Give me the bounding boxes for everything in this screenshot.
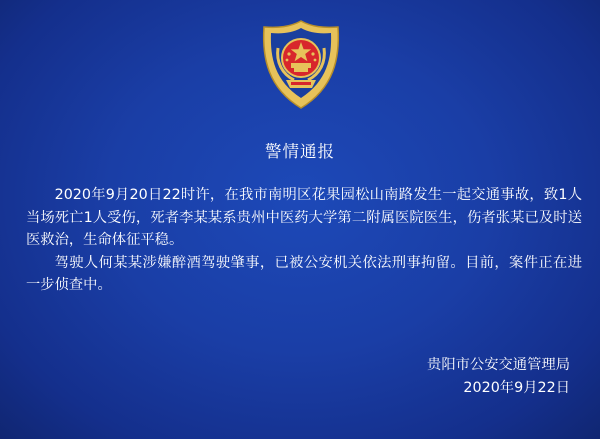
notice-title: 警情通报 bbox=[265, 142, 335, 161]
notice-signature bbox=[427, 354, 570, 400]
issuer-name: 贵阳市公安交通管理局 bbox=[427, 357, 570, 373]
notice-body bbox=[26, 184, 582, 297]
notice-paragraph-1: 2020年9月20日22时许，在我市南明区花果园松山南路发生一起交通事故，致1人当场死亡1人受伤，死者李某某系贵州中医药大学第二附属医院医生，伤者张某已及时送医救治，生命体征平稳。 bbox=[26, 187, 582, 248]
issue-date: 2020年9月22日 bbox=[463, 380, 570, 396]
police-emblem-icon bbox=[258, 18, 344, 110]
notice-paragraph-2: 驾驶人何某某涉嫌醉酒驾驶肇事，已被公安机关依法刑事拘留。目前，案件正在进一步侦查中。 bbox=[26, 254, 582, 293]
